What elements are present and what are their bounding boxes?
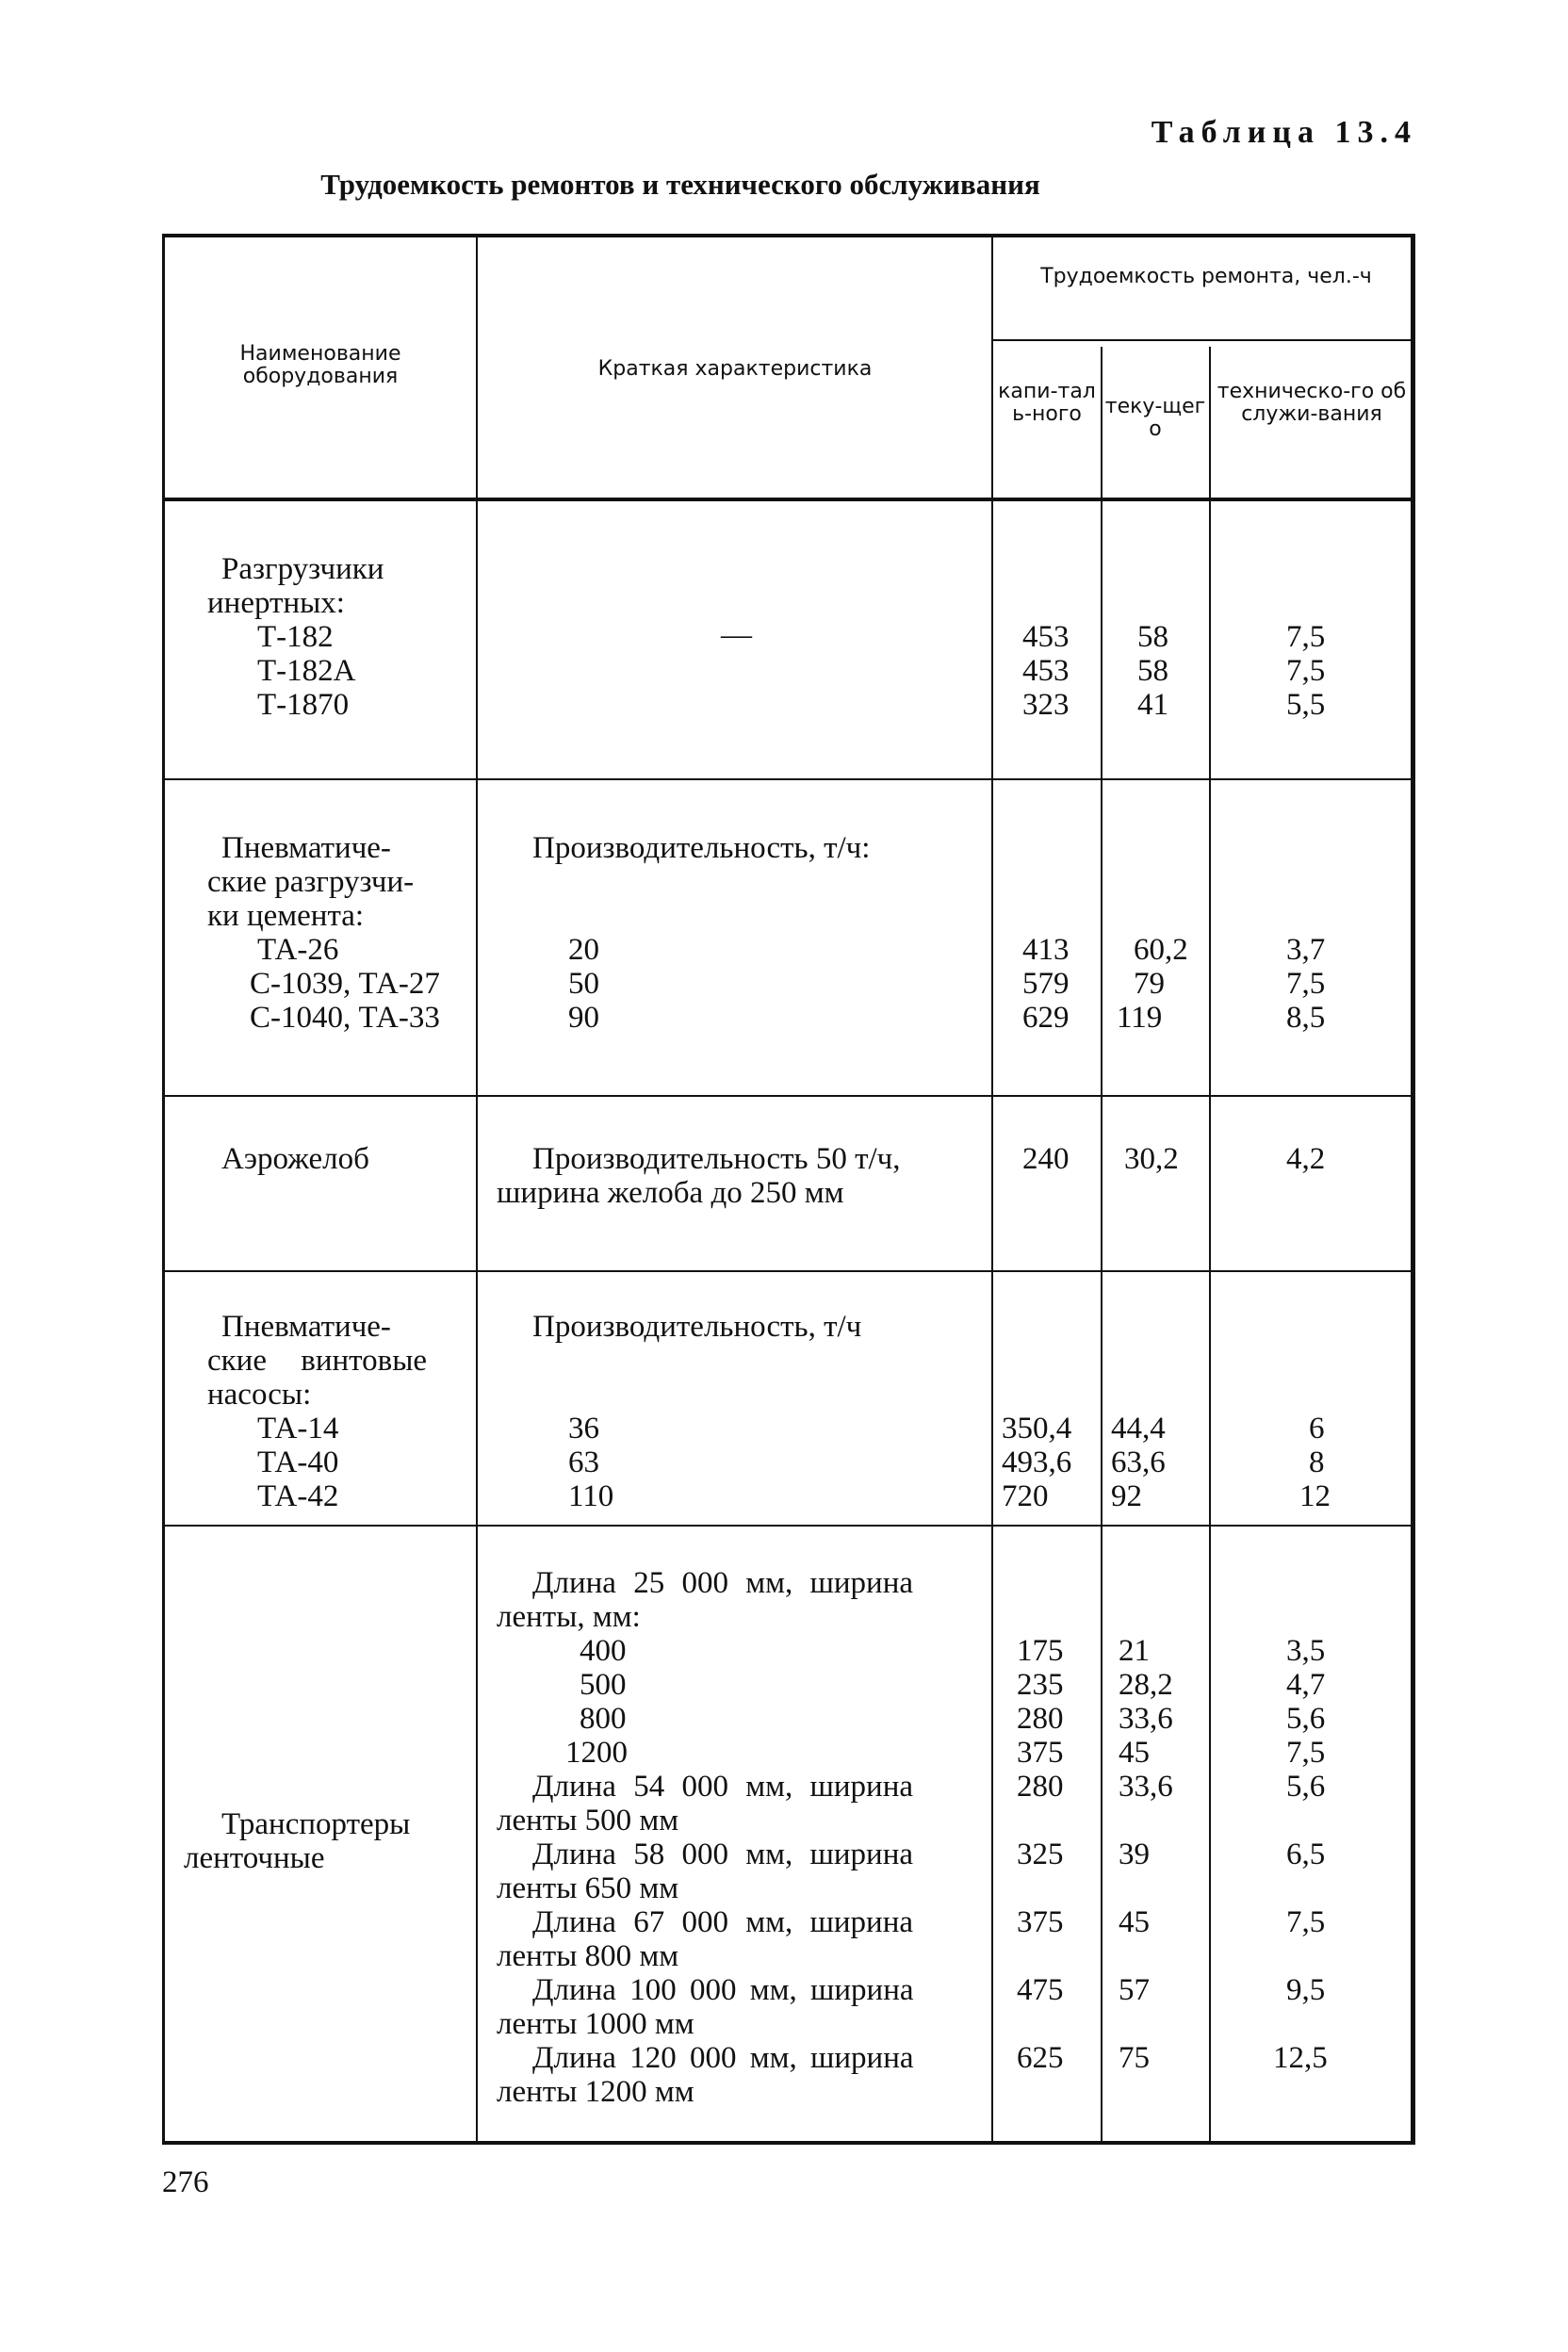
row-name-line: Транспортеры <box>221 1807 411 1841</box>
capital-value: 629 <box>1022 1001 1070 1035</box>
capital-value: 475 <box>1017 1973 1064 2007</box>
maintenance-value: 7,5 <box>1286 620 1326 654</box>
row-divider <box>165 778 1413 780</box>
row-name-line: насосы: <box>207 1378 312 1412</box>
maintenance-value: 7,5 <box>1286 1905 1326 1939</box>
maintenance-value: 8 <box>1309 1446 1325 1479</box>
current-value: 75 <box>1119 2041 1150 2075</box>
row-characteristic: ленты 650 мм <box>497 1871 679 1905</box>
current-value: 119 <box>1117 1001 1163 1035</box>
characteristic-value: 800 <box>580 1702 627 1736</box>
header-maintenance: техническо-го обслужи-вания <box>1217 380 1407 426</box>
column-divider <box>1209 347 1211 2145</box>
row-characteristic: Длина 25 000 мм, ширина <box>532 1566 913 1600</box>
row-item: С-1040, ТА-33 <box>250 1001 440 1035</box>
row-characteristic: Длина 100 000 мм, ширина <box>532 1973 914 2007</box>
current-value: 45 <box>1119 1736 1150 1770</box>
header-name: Наименование оборудования <box>239 342 401 388</box>
capital-value: 720 <box>1002 1479 1049 1513</box>
current-value: 41 <box>1137 688 1168 722</box>
current-value: 28,2 <box>1119 1668 1173 1702</box>
data-table <box>162 234 1415 2145</box>
maintenance-value: 3,5 <box>1286 1634 1326 1668</box>
row-item: ТА-40 <box>257 1446 339 1479</box>
capital-value: 375 <box>1017 1736 1064 1770</box>
header-capital: капи-таль-ного <box>998 380 1096 426</box>
capital-value: 375 <box>1017 1905 1064 1939</box>
row-name-line: ские винтовые <box>207 1344 428 1378</box>
capital-value: 175 <box>1017 1634 1064 1668</box>
characteristic-value: 63 <box>568 1446 599 1479</box>
row-characteristic: Производительность 50 т/ч, <box>532 1142 901 1176</box>
capital-value: 323 <box>1022 688 1070 722</box>
capital-value: 350,4 <box>1002 1412 1072 1446</box>
characteristic-value: 36 <box>568 1412 599 1446</box>
current-value: 33,6 <box>1119 1770 1173 1804</box>
current-value: 33,6 <box>1119 1702 1173 1736</box>
current-value: 58 <box>1137 620 1168 654</box>
current-value: 30,2 <box>1124 1142 1179 1176</box>
maintenance-value: 3,7 <box>1286 933 1326 967</box>
header-subdivider <box>991 339 1415 341</box>
maintenance-value: 9,5 <box>1286 1973 1326 2007</box>
row-characteristic: ленты 1000 мм <box>497 2007 694 2041</box>
row-characteristic: ленты 1200 мм <box>497 2075 694 2109</box>
row-name-line: Пневматиче- <box>221 1310 391 1344</box>
row-item: С-1039, ТА-27 <box>250 967 440 1001</box>
capital-value: 453 <box>1022 620 1070 654</box>
characteristic-value: 20 <box>568 933 599 967</box>
characteristic-value: 1200 <box>565 1736 628 1770</box>
row-name-line: ки цемента: <box>207 899 365 933</box>
row-item: Т-182 <box>257 620 334 654</box>
current-value: 92 <box>1111 1479 1142 1513</box>
maintenance-value: 5,6 <box>1286 1770 1326 1804</box>
current-value: 57 <box>1119 1973 1150 2007</box>
row-name-line: ленточные <box>184 1841 325 1875</box>
row-name-line: инертных: <box>207 586 345 620</box>
row-characteristic: Длина 58 000 мм, ширина <box>532 1838 913 1871</box>
row-characteristic: Производительность, т/ч <box>532 1310 862 1344</box>
maintenance-value: 5,5 <box>1286 688 1326 722</box>
characteristic-value: 110 <box>568 1479 614 1513</box>
capital-value: 240 <box>1022 1142 1070 1176</box>
maintenance-value: 7,5 <box>1286 1736 1326 1770</box>
current-value: 60,2 <box>1134 933 1188 967</box>
row-item: Т-182А <box>257 654 356 688</box>
page-number: 276 <box>162 2165 209 2199</box>
row-item: Т-1870 <box>257 688 350 722</box>
row-characteristic: ширина желоба до 250 мм <box>497 1176 844 1210</box>
row-item: ТА-42 <box>257 1479 339 1513</box>
maintenance-value: 6 <box>1309 1412 1325 1446</box>
maintenance-value: 4,2 <box>1286 1142 1326 1176</box>
row-characteristic: — <box>721 618 752 652</box>
column-divider <box>1101 347 1102 2145</box>
column-divider <box>476 237 478 2145</box>
capital-value: 453 <box>1022 654 1070 688</box>
row-item: ТА-14 <box>257 1412 339 1446</box>
header-labor: Трудоемкость ремонта, чел.-ч <box>1040 265 1372 288</box>
column-divider <box>991 237 993 2145</box>
characteristic-value: 500 <box>580 1668 627 1702</box>
header-rule <box>165 498 1413 501</box>
row-characteristic: Длина 120 000 мм, ширина <box>532 2041 914 2075</box>
capital-value: 625 <box>1017 2041 1064 2075</box>
row-characteristic: Производительность, т/ч: <box>532 831 871 865</box>
maintenance-value: 12,5 <box>1273 2041 1328 2075</box>
current-value: 21 <box>1119 1634 1150 1668</box>
capital-value: 280 <box>1017 1702 1064 1736</box>
current-value: 58 <box>1137 654 1168 688</box>
row-name-line: Разгрузчики <box>221 552 384 586</box>
characteristic-value: 90 <box>568 1001 599 1035</box>
current-value: 39 <box>1119 1838 1150 1871</box>
characteristic-value: 50 <box>568 967 599 1001</box>
row-divider <box>165 1270 1413 1272</box>
maintenance-value: 4,7 <box>1286 1668 1326 1702</box>
row-name-line: ские разгрузчи- <box>207 865 415 899</box>
row-characteristic: Длина 67 000 мм, ширина <box>532 1905 913 1939</box>
maintenance-value: 5,6 <box>1286 1702 1326 1736</box>
row-item: ТА-26 <box>257 933 339 967</box>
row-characteristic: ленты, мм: <box>497 1600 641 1634</box>
characteristic-value: 400 <box>580 1634 627 1668</box>
capital-value: 579 <box>1022 967 1070 1001</box>
row-name-line: Аэрожелоб <box>221 1142 369 1176</box>
row-name-line: Пневматиче- <box>221 831 391 865</box>
header-characteristic: Краткая характеристика <box>597 357 873 381</box>
table-caption: Таблица 13.4 <box>1151 115 1417 150</box>
capital-value: 413 <box>1022 933 1070 967</box>
row-divider <box>165 1525 1413 1527</box>
header-current: теку-щего <box>1104 395 1206 441</box>
maintenance-value: 8,5 <box>1286 1001 1326 1035</box>
maintenance-value: 7,5 <box>1286 967 1326 1001</box>
row-characteristic: Длина 54 000 мм, ширина <box>532 1770 913 1804</box>
maintenance-value: 7,5 <box>1286 654 1326 688</box>
capital-value: 493,6 <box>1002 1446 1072 1479</box>
row-divider <box>165 1095 1413 1097</box>
table-title: Трудоемкость ремонтов и технического обслуживания <box>320 168 1040 201</box>
current-value: 79 <box>1134 967 1165 1001</box>
capital-value: 235 <box>1017 1668 1064 1702</box>
capital-value: 325 <box>1017 1838 1064 1871</box>
current-value: 63,6 <box>1111 1446 1166 1479</box>
current-value: 45 <box>1119 1905 1150 1939</box>
capital-value: 280 <box>1017 1770 1064 1804</box>
row-characteristic: ленты 500 мм <box>497 1804 679 1838</box>
maintenance-value: 6,5 <box>1286 1838 1326 1871</box>
current-value: 44,4 <box>1111 1412 1166 1446</box>
row-characteristic: ленты 800 мм <box>497 1939 679 1973</box>
maintenance-value: 12 <box>1299 1479 1331 1513</box>
